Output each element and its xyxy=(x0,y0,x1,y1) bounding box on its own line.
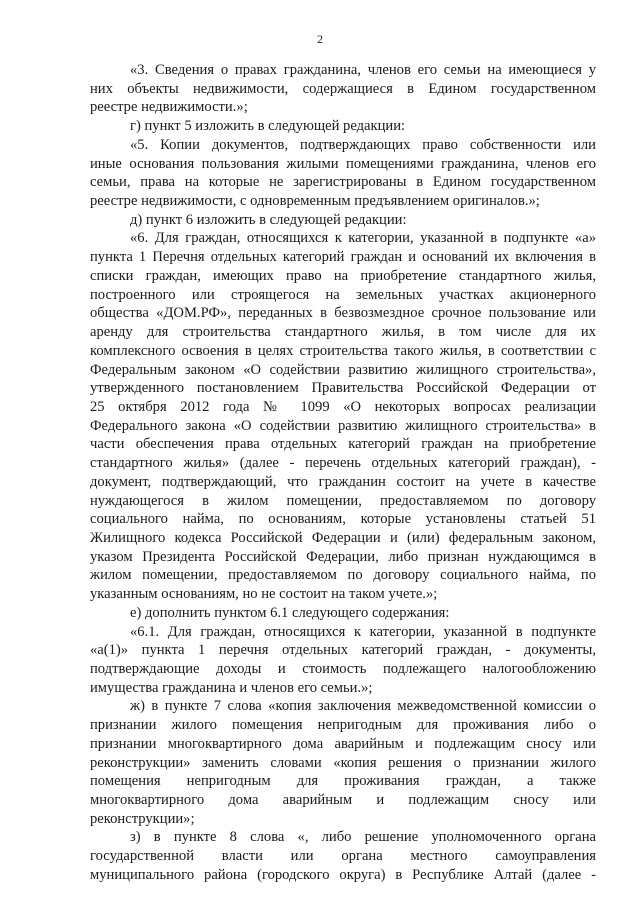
text-line: жилом помещении, предоставляемом по договору социального найма, по xyxy=(90,567,596,584)
text-line: многоквартирного дома аварийным и подлежащим сносу или xyxy=(90,792,596,809)
text-line: имущества гражданина и членов его семьи.»; xyxy=(90,679,373,696)
text-line: пункта 1 Перечня отдельных категорий граждан и оснований их включения в xyxy=(90,249,596,266)
text-line: признании жилого помещения непригодным для проживания либо о xyxy=(90,717,596,734)
text-line: ж) в пункте 7 слова «копия заключения межведомственной комиссии о xyxy=(130,698,596,715)
text-line: указом Президента Российской Федерации, либо признан нуждающимся в xyxy=(90,548,596,565)
text-line: реконструкции»; xyxy=(90,810,195,827)
text-line: государственной власти или органа местного самоуправления xyxy=(90,848,596,865)
text-line: «6. Для граждан, относящихся к категории, указанной в подпункте «а» xyxy=(130,230,596,247)
text-line: стандартного жилья» (далее - перечень отдельных категорий граждан), - xyxy=(90,455,596,472)
text-line: реестре недвижимости, с одновременным предъявлением оригиналов.»; xyxy=(90,193,540,210)
text-line: списки граждан, имеющих право на приобретение стандартного жилья, xyxy=(90,267,596,284)
text-line: них объекты недвижимости, содержащиеся в Едином государственном xyxy=(90,80,596,97)
page-number: 2 xyxy=(317,32,323,46)
text-line: е) дополнить пунктом 6.1 следующего содержания: xyxy=(130,604,450,621)
text-line: Федерального закона «О содействии развитию жилищного строительства» в xyxy=(90,417,596,434)
text-line: социального найма, по основаниям, которые установлены статьей 51 xyxy=(90,511,596,528)
text-line: аренду для строительства стандартного жилья, в том числе для их xyxy=(90,324,596,341)
text-line: «а(1)» пункта 1 перечня отдельных категорий граждан, - документы, xyxy=(90,642,596,659)
text-line: подтверждающие доходы и стоимость подлежащего налогообложению xyxy=(90,661,596,677)
document-body xyxy=(90,61,596,885)
text-line: г) пункт 5 изложить в следующей редакции: xyxy=(130,118,406,135)
text-line: утвержденного постановлением Правительства Российской Федерации от xyxy=(90,380,596,397)
text-line: указанным основаниям, но не состоит на таком учете.»; xyxy=(90,586,438,603)
text-line: части обеспечения права отдельных категорий граждан на приобретение xyxy=(90,436,596,453)
text-line: нуждающегося в жилом помещении, предоставляемом по договору xyxy=(90,492,596,509)
text-line: «6.1. Для граждан, относящихся к категории, указанной в подпункте xyxy=(130,623,596,640)
text-line: реконструкции» заменить словами «копия решения о признании жилого xyxy=(90,754,596,771)
text-line: Жилищного кодекса Российской Федерации и (или) федеральным законом, xyxy=(90,529,596,546)
text-line: общества «ДОМ.РФ», переданных в безвозмездное срочное пользование или xyxy=(90,305,596,322)
text-line: признании многоквартирного дома аварийным и подлежащим сносу или xyxy=(90,735,596,752)
text-line: документ, подтверждающий, что гражданин состоит на учете в качестве xyxy=(90,473,596,490)
text-line: «3. Сведения о правах гражданина, членов его семьи на имеющиеся у xyxy=(130,62,596,78)
text-line: з) в пункте 8 слова «, либо решение уполномоченного органа xyxy=(130,829,596,846)
text-line: семьи, права на которые не зарегистрированы в Едином государственном xyxy=(90,174,596,191)
text-line: 25 октября 2012 года № 1099 «О некоторых вопросах реализации xyxy=(90,398,596,415)
text-line: помещения непригодным для проживания граждан, а также xyxy=(90,773,596,790)
text-line: комплексного освоения в целях строительства такого жилья, в соответствии с xyxy=(90,342,596,359)
text-line: Федеральным законом «О содействии развитию жилищного строительства», xyxy=(90,361,596,378)
text-line: муниципального района (городского округа) в Республике Алтай (далее - xyxy=(90,866,596,883)
text-line: реестре недвижимости.»; xyxy=(90,99,248,116)
text-line: построенного или строящегося на земельных участках акционерного xyxy=(90,286,596,303)
text-line: д) пункт 6 изложить в следующей редакции: xyxy=(130,211,407,228)
text-line: иные основания пользования жилыми помещениями гражданина, членов его xyxy=(90,155,596,172)
text-line: «5. Копии документов, подтверждающих право собственности или xyxy=(130,136,596,153)
